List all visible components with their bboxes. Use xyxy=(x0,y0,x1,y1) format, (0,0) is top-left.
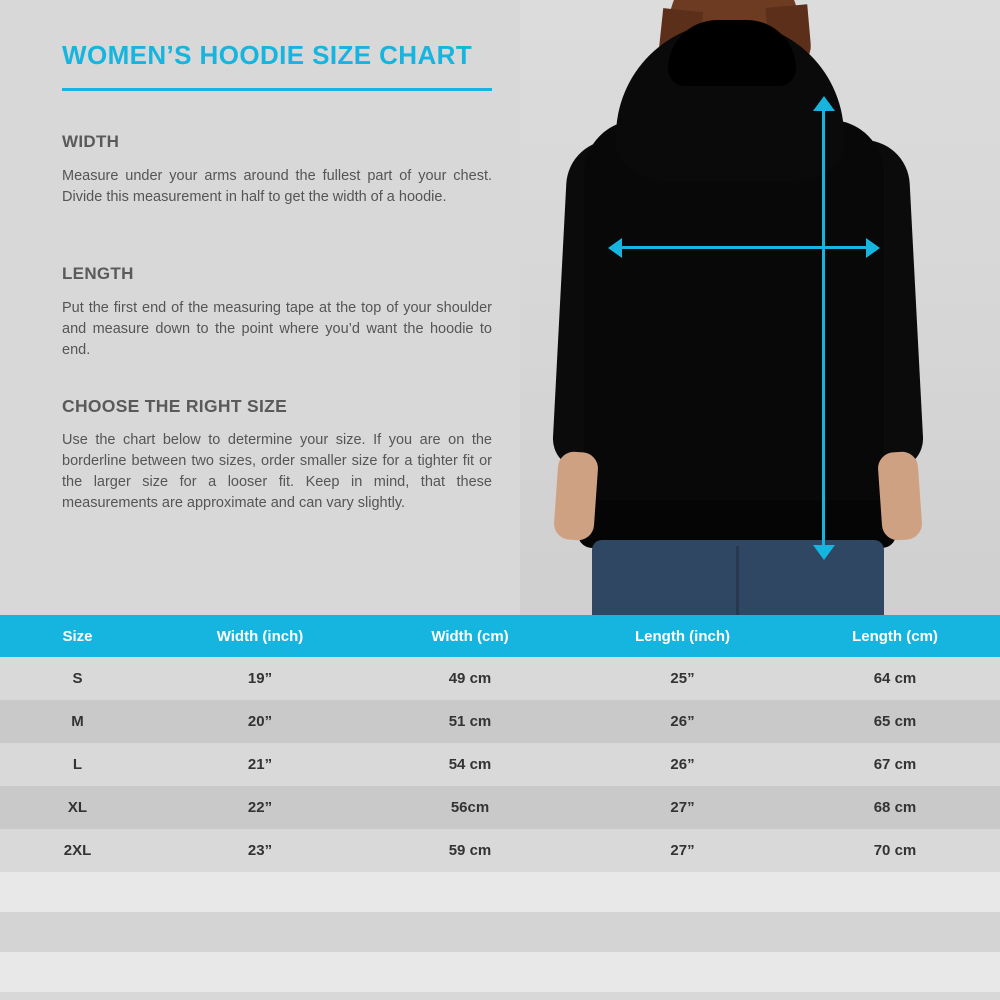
cell-length-inch: 25” xyxy=(670,670,695,687)
table-filler-row xyxy=(0,872,1000,912)
section-body-choose-size: Use the chart below to determine your size. If you are on the borderline between two sizes, order smaller size for a tighter fit or the larger size for a looser fit. Keep in mind, that these measurements are approximate and can vary slightly. xyxy=(62,432,492,511)
section-heading-length: LENGTH xyxy=(62,264,134,283)
model-left-forearm xyxy=(553,451,599,542)
width-arrow-head-left xyxy=(608,238,622,258)
length-arrow-head-bottom xyxy=(813,545,835,560)
table-row xyxy=(0,657,1000,700)
cell-width-inch: 21” xyxy=(247,756,273,773)
cell-length-cm: 65 cm xyxy=(873,713,917,730)
table-row xyxy=(0,700,1000,743)
cell-width-cm: 51 cm xyxy=(448,713,492,730)
cell-width-cm: 59 cm xyxy=(448,842,492,859)
page-title: WOMEN’S HOODIE SIZE CHART xyxy=(62,40,473,70)
info-panel xyxy=(0,0,520,615)
cell-length-cm: 67 cm xyxy=(873,756,917,773)
column-header-length-cm: Length (cm) xyxy=(852,627,938,645)
model-jeans-seam xyxy=(736,546,739,615)
table-header-row xyxy=(0,615,1000,657)
cell-width-inch: 19” xyxy=(247,670,273,687)
cell-length-cm: 64 cm xyxy=(873,670,917,687)
hoodie-body xyxy=(584,120,884,540)
cell-size: XL xyxy=(67,799,88,816)
size-table xyxy=(0,615,1000,992)
cell-width-cm: 54 cm xyxy=(448,756,492,773)
section-heading-width: WIDTH xyxy=(62,132,120,151)
table-row xyxy=(0,743,1000,786)
cell-length-inch: 27” xyxy=(670,799,695,816)
cell-length-cm: 68 cm xyxy=(873,799,917,816)
section-heading-choose-size: CHOOSE THE RIGHT SIZE xyxy=(62,396,288,416)
cell-width-cm: 49 cm xyxy=(448,670,492,687)
cell-size: M xyxy=(71,713,84,730)
width-arrow-line xyxy=(618,246,868,249)
hoodie-hood-inner xyxy=(668,20,796,86)
cell-size: S xyxy=(72,670,83,687)
cell-length-cm: 70 cm xyxy=(873,842,917,859)
cell-width-inch: 22” xyxy=(247,799,273,816)
length-arrow-line xyxy=(822,108,825,548)
table-row xyxy=(0,786,1000,829)
table-row xyxy=(0,829,1000,872)
cell-width-cm: 56cm xyxy=(450,799,490,816)
table-filler-row xyxy=(0,952,1000,992)
length-arrow-head-top xyxy=(813,96,835,111)
cell-length-inch: 26” xyxy=(670,756,695,773)
section-body-width: Measure under your arms around the fullest part of your chest. Divide this measurement in half to get the width of a hoodie. xyxy=(62,168,492,205)
cell-size: L xyxy=(72,756,83,773)
cell-length-inch: 26” xyxy=(670,713,695,730)
column-header-width-inch: Width (inch) xyxy=(216,627,304,645)
model-right-forearm xyxy=(877,451,923,542)
section-body-length: Put the first end of the measuring tape at the top of your shoulder and measure down to the point where you’d want the hoodie to end. xyxy=(62,300,492,358)
cell-width-inch: 23” xyxy=(247,842,273,859)
column-header-length-inch: Length (inch) xyxy=(635,627,730,645)
title-divider xyxy=(62,88,492,91)
cell-size: 2XL xyxy=(63,842,92,859)
cell-width-inch: 20” xyxy=(247,713,273,730)
column-header-size: Size xyxy=(62,627,93,645)
width-arrow-head-right xyxy=(866,238,880,258)
table-filler-row xyxy=(0,912,1000,952)
model-photo xyxy=(520,0,1000,615)
cell-length-inch: 27” xyxy=(670,842,695,859)
column-header-width-cm: Width (cm) xyxy=(431,627,509,645)
